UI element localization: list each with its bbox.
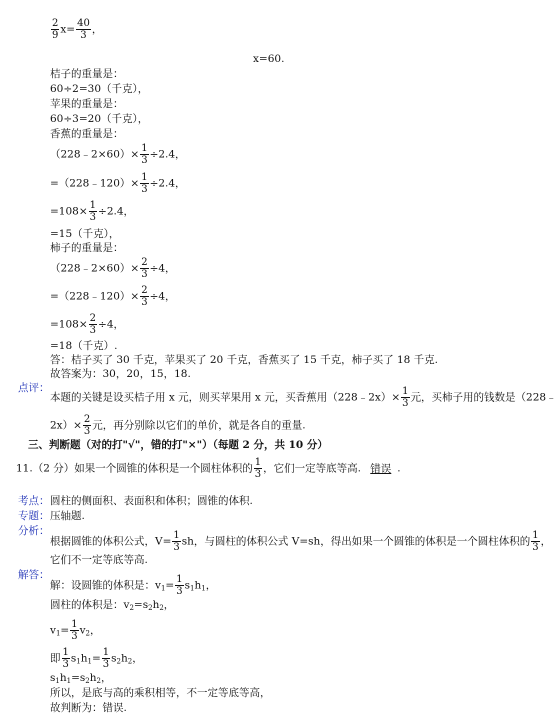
solution-line: 所以，是底与高的乘积相等，不一定等底等高， xyxy=(50,687,271,699)
text-line: 60÷3=20（千克）， xyxy=(50,113,149,125)
fraction: $\frac{1}{3}$ xyxy=(89,200,97,223)
calc-line: （228﹣2×60）× $\frac{1}{3}$ ÷2.4， xyxy=(50,143,186,166)
fraction: $\frac{1}{3}$ xyxy=(173,530,180,553)
question-11: 11.（2 分）如果一个圆锥的体积是一个圆柱体积的 $\frac{1}{3}$ ，它们一定等底等高. 错误 . xyxy=(16,457,401,480)
solution-line: 解：设圆锥的体积是：$v_1=$ $\frac{1}{3}$ $s_1h_1$， xyxy=(50,574,217,597)
text-line: =18（千克）. xyxy=(50,340,118,352)
solution-line: 故判断为：错误. xyxy=(50,702,127,714)
text-line: =15（千克）， xyxy=(50,228,120,240)
text-line: 桔子的重量是： xyxy=(50,68,124,80)
text-line: 60÷2=30（千克）， xyxy=(50,83,149,95)
fenxi-line: 根据圆锥的体积公式，V= $\frac{1}{3}$ sh，与圆柱的体积公式 V=sh，得出如果一个圆锥的体积是一个圆柱体积的 $\frac{1}{3}$ ， xyxy=(50,530,552,553)
solution-line: 圆柱的体积是：$v_2=s_2h_2$， xyxy=(50,599,175,612)
fraction: $\frac{2}{3}$ xyxy=(141,285,148,308)
zhuanti-label: 专题： xyxy=(18,510,50,522)
jieda-label: 解答： xyxy=(18,569,50,581)
calc-line: （228﹣2×60）× $\frac{2}{3}$ ÷4， xyxy=(50,257,176,280)
calc-line: =108× $\frac{2}{3}$ ÷4， xyxy=(50,313,124,336)
text-line: 苹果的重量是： xyxy=(50,98,124,110)
fraction: $\frac{2}{3}$ xyxy=(141,257,148,280)
fraction: $\frac{1}{3}$ xyxy=(71,619,78,642)
equation-line: $\frac{2}{9}$ x= $\frac{40}{3}$ ， xyxy=(52,18,103,41)
fraction: $\frac{1}{3}$ xyxy=(62,647,69,670)
fraction: $\frac{1}{3}$ xyxy=(254,457,262,480)
solution-line: 即 $\frac{1}{3}$ $s_1h_1=$ $\frac{1}{3}$ $s_2h_2$， xyxy=(50,647,143,670)
fenxi-line: 它们不一定等底等高. xyxy=(50,554,148,566)
comment-label: 点评： xyxy=(18,382,50,394)
fraction: $\frac{1}{3}$ xyxy=(176,574,183,597)
calc-line: =（228﹣120）× $\frac{2}{3}$ ÷4， xyxy=(50,285,176,308)
solution-line: $v_1=$ $\frac{1}{3}$ $v_2$， xyxy=(50,619,101,642)
kaodian-label: 考点： xyxy=(18,495,50,507)
fraction: $\frac{1}{3}$ xyxy=(141,143,148,166)
x-result: x=60. xyxy=(253,53,285,65)
fraction: $\frac{1}{3}$ xyxy=(402,386,409,409)
fraction: $\frac{40}{3}$ xyxy=(77,18,90,41)
fraction: $\frac{2}{9}$ xyxy=(52,18,59,41)
zhuanti-text: 压轴题. xyxy=(50,510,85,522)
solution-line: $s_1h_1=s_2h_2$， xyxy=(50,672,112,685)
fraction: $\frac{1}{3}$ xyxy=(141,172,148,195)
fraction: $\frac{2}{3}$ xyxy=(89,313,97,336)
text-line: 柿子的重量是： xyxy=(50,242,124,254)
fraction: $\frac{1}{3}$ xyxy=(102,647,110,670)
section-title: 三、判断题（对的打"√"，错的打"×"）（每题 2 分，共 10 分） xyxy=(28,439,328,451)
text-line: 香蕉的重量是： xyxy=(50,128,124,140)
fraction: $\frac{2}{3}$ xyxy=(83,414,91,437)
answer-line: 故答案为：30，20，15，18. xyxy=(50,368,191,380)
comment-line: 本题的关键是设买桔子用 x 元，则买苹果用 x 元，买香蕉用（228﹣2x）× $\frac{1}{3}$ 元，买柿子用的钱数是（228﹣ xyxy=(50,386,557,409)
answer-line: 答：桔子买了 30 千克，苹果买了 20 千克，香蕉买了 15 千克，柿子买了 18 千克. xyxy=(50,354,438,366)
comment-line: 2x）× $\frac{2}{3}$ 元，再分别除以它们的单价，就是各自的重量. xyxy=(50,414,306,437)
answer-blank: 错误 xyxy=(370,462,392,475)
calc-line: =108× $\frac{1}{3}$ ÷2.4， xyxy=(50,200,135,223)
fenxi-label: 分析： xyxy=(18,525,50,537)
kaodian-text: 圆柱的侧面积、表面积和体积；圆锥的体积. xyxy=(50,495,253,507)
calc-line: =（228﹣120）× $\frac{1}{3}$ ÷2.4， xyxy=(50,172,186,195)
fraction: $\frac{1}{3}$ xyxy=(532,530,539,553)
